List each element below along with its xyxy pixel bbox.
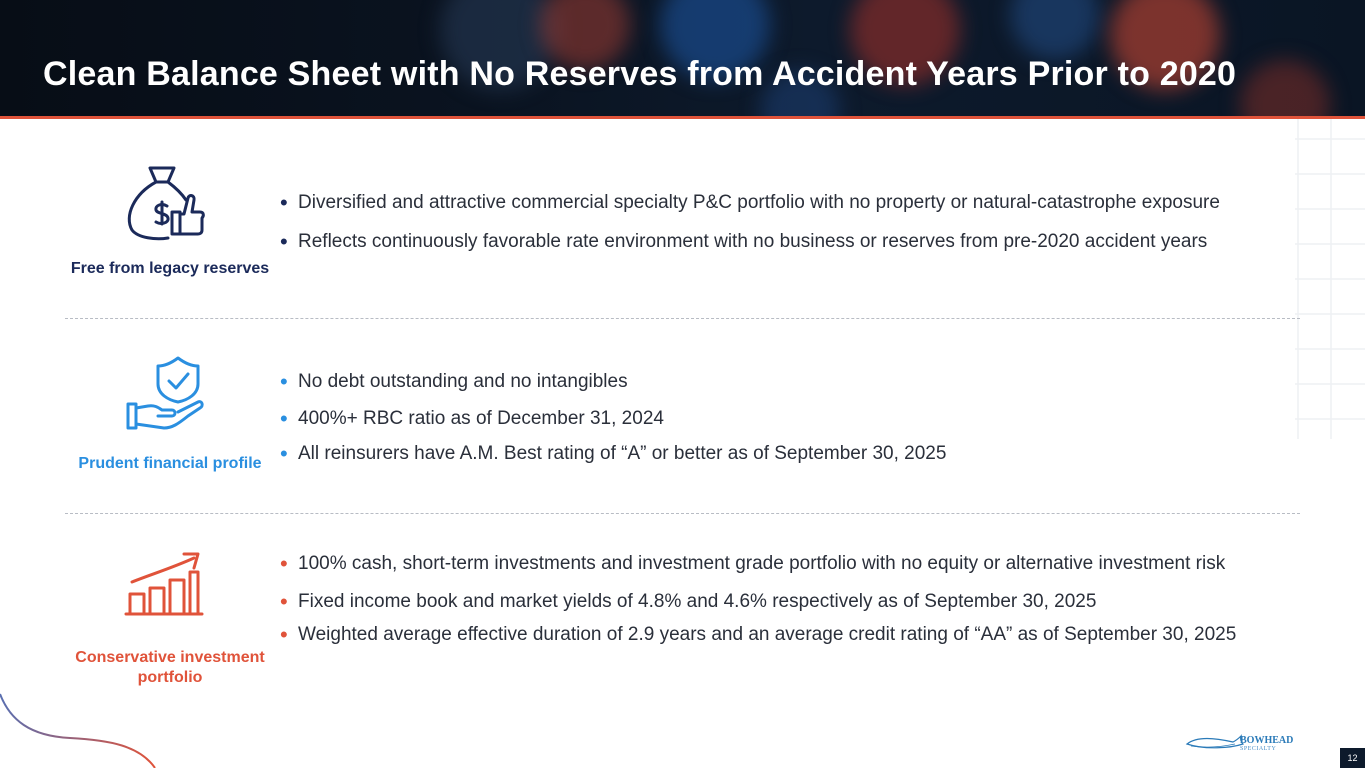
bullet-list [280,552,1260,646]
list-item: • Weighted average effective duration of 2.9 years and an average credit rating of “AA” as of September 30, 2025 [280,622,1237,647]
company-logo [1240,736,1293,754]
list-item: • 400%+ RBC ratio as of December 31, 2024 [280,406,664,431]
list-item: • All reinsurers have A.M. Best rating of “A” or better as of September 30, 2025 [280,441,947,466]
bullet-dot: • [280,190,288,215]
growth-chart-arrow-icon [122,546,212,636]
list-item: • Diversified and attractive commercial specialty P&C portfolio with no property or natural-catastrophe exposure [280,190,1220,215]
bullet-dot: • [280,551,288,576]
section-label: Prudent financial profile [78,455,262,472]
bullet-list [280,191,1260,253]
page-number: 12 [1340,748,1365,768]
logo-subtitle: SPECIALTY [1240,746,1277,752]
corner-swoosh-decoration [0,690,170,768]
grid-decoration [1295,119,1365,519]
section-label: Conservative investment portfolio [75,649,265,686]
section-divider [65,318,1300,319]
header-banner [0,0,1365,116]
logo-name: BOWHEAD [1240,735,1294,746]
list-item: • 100% cash, short-term investments and investment grade portfolio with no equity or alternative investment risk [280,551,1226,576]
shield-check-hand-icon [122,352,212,442]
section-divider [65,513,1300,514]
list-item: • Fixed income book and market yields of 4.8% and 4.6% respectively as of September 30, 2025 [280,589,1097,614]
page-title: Clean Balance Sheet with No Reserves from Accident Years Prior to 2020 [43,55,1237,93]
section-label: Free from legacy reserves [70,260,270,277]
bullet-dot: • [280,589,288,614]
header-accent-rule [0,116,1365,119]
bullet-dot: • [280,229,288,254]
money-bag-thumbs-up-icon [122,158,212,248]
bullet-dot: • [280,441,288,466]
bullet-dot: • [280,406,288,431]
bullet-dot: • [280,369,288,394]
list-item: • No debt outstanding and no intangibles [280,369,628,394]
list-item: • Reflects continuously favorable rate environment with no business or reserves from pre-2020 accident years [280,229,1208,254]
bullet-dot: • [280,622,288,647]
bullet-list [280,370,1260,465]
